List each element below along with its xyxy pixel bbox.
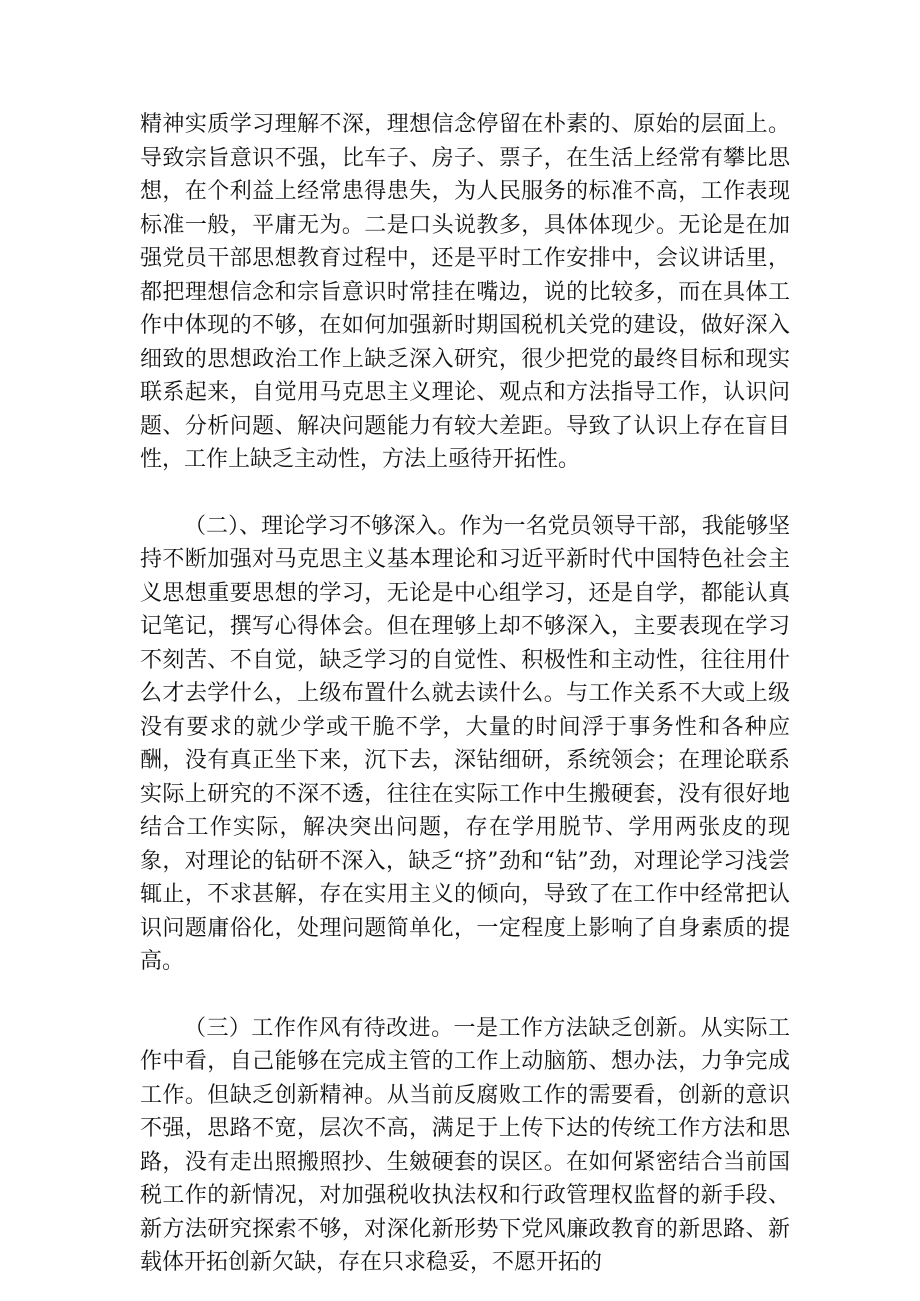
- document-body: [140, 108, 790, 1280]
- paragraph-continuation: 精神实质学习理解不深，理想信念停留在朴素的、原始的层面上。导致宗旨意识不强，比车子、房子、票子，在生活上经常有攀比思想，在个利益上经常患得患失，为人民服务的标准不高，工作表现标准一般，平庸无为。二是口头说教多，具体体现少。无论是在加强党员干部思想教育过程中，还是平时工作安排中，会议讲话里，都把理想信念和宗旨意识时常挂在嘴边，说的比较多，而在具体工作中体现的不够，在如何加强新时期国税机关党的建设，做好深入细致的思想政治工作上缺乏深入研究，很少把党的最终目标和现实联系起来，自觉用马克思主义理论、观点和方法指导工作，认识问题、分析问题、解决问题能力有较大差距。导致了认识上存在盲目性，工作上缺乏主动性，方法上亟待开拓性。: [140, 112, 790, 472]
- paragraph-theory-study: （二）、理论学习不够深入。作为一名党员领导干部，我能够坚持不断加强对马克思主义基本理论和习近平新时代中国特色社会主义思想重要思想的学习，无论是中心组学习，还是自学，都能认真记笔记，撰写心得体会。但在理够上却不够深入，主要表现在学习不刻苦、不自觉，缺乏学习的自觉性、积极性和主动性，往往用什么才去学什么，上级布置什么就去读什么。与工作关系不大或上级没有要求的就少学或干脆不学，大量的时间浮于事务性和各种应酬，没有真正坐下来，沉下去，深钻细研，系统领会；在理论联系实际上研究的不深不透，往往在实际工作中生搬硬套，没有很好地结合工作实际，解决突出问题，存在学用脱节、学用两张皮的现象，对理论的钻研不深入，缺乏“挤”劲和“钻”劲，对理论学习浅尝辄止，不求甚解，存在实用主义的倾向，导致了在工作中经常把认识问题庸俗化，处理问题简单化，一定程度上影响了自身素质的提高。: [140, 513, 790, 974]
- paragraph-work-style: （三）工作作风有待改进。一是工作方法缺乏创新。从实际工作中看，自己能够在完成主管的工作上动脑筋、想办法，力争完成工作。但缺乏创新精神。从当前反腐败工作的需要看，创新的意识不强，思路不宽，层次不高，满足于上传下达的传统工作方法和思路，没有走出照搬照抄、生皴硬套的误区。在如何紧密结合当前国税工作的新情况，对加强税收执法权和行政管理权监督的新手段、新方法研究探索不够，对深化新形势下党风廉政教育的新思路、新载体开拓创新欠缺，存在只求稳妥，不愿开拓的: [140, 1015, 790, 1275]
